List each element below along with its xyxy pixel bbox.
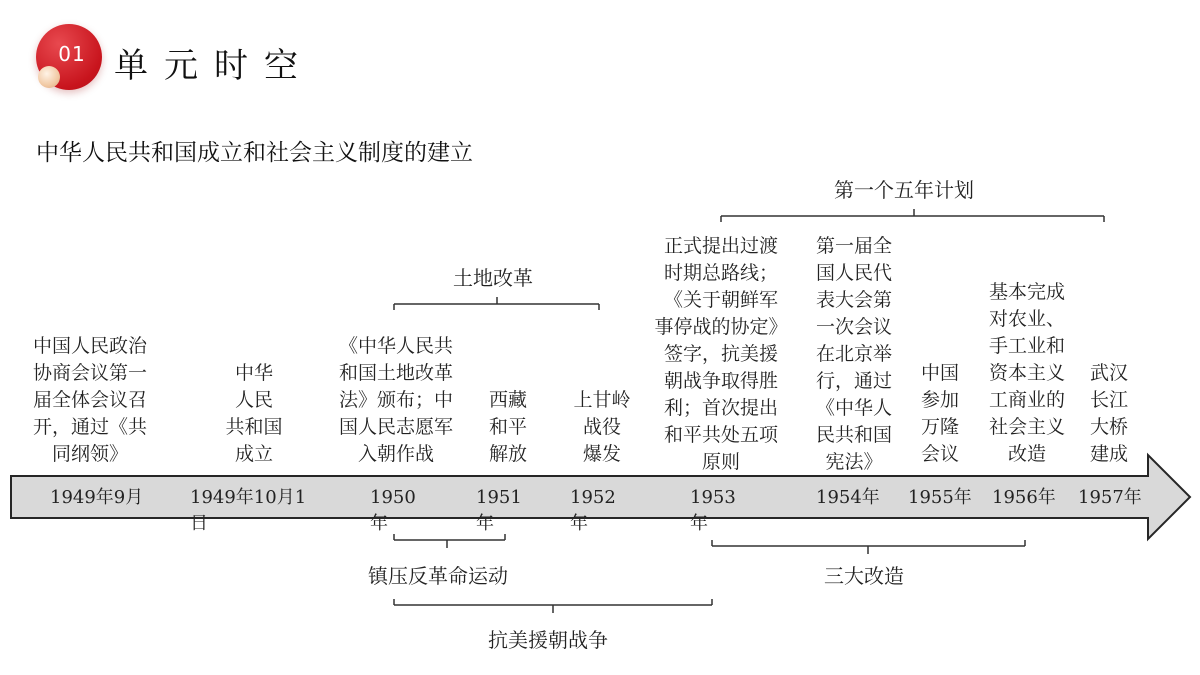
year-label-1949-sep: 1949年9月 xyxy=(50,487,144,508)
year-label-1950: 1950 年 xyxy=(370,487,416,534)
year-label-1952: 1952 年 xyxy=(570,487,616,534)
event-1951: 西藏 和平 解放 xyxy=(488,389,527,465)
year-label-1954: 1954年 xyxy=(816,487,880,508)
event-1954: 第一届全 国人民代 表大会第 一次会议 在北京举 行，通过 《中华人 民共和国 宪法》 xyxy=(815,235,892,473)
event-1953: 正式提出过渡 时期总路线； 《关于朝鲜军 事停战的协定》 签字，抗美援 朝战争取得胜 利；首次提出 和平共处五项 原则 xyxy=(654,235,788,473)
land-reform-bracket xyxy=(394,297,599,310)
page-subtitle: 中华人民共和国成立和社会主义制度的建立 xyxy=(36,140,473,166)
land-reform-label: 土地改革 xyxy=(453,266,533,290)
three-transformations-bracket xyxy=(712,540,1025,554)
section-number: 01 xyxy=(58,42,86,66)
unit-title: 单元时空 xyxy=(114,46,314,86)
year-label-1949-oct: 1949年10月1 日 xyxy=(190,487,307,534)
event-1957: 武汉 长江 大桥 建成 xyxy=(1089,362,1128,465)
event-1949-oct: 中华 人民 共和国 成立 xyxy=(225,362,283,465)
event-1949-sep: 中国人民政治 协商会议第一 届全体会议召 开，通过《共 同纲领》 xyxy=(32,335,147,465)
five-year-plan-label: 第一个五年计划 xyxy=(834,178,974,202)
five-year-plan-bracket xyxy=(721,209,1104,222)
event-1950: 《中华人民共 和国土地改革 法》颁布；中 国人民志愿军 入朝作战 xyxy=(338,335,453,465)
event-1956: 基本完成 对农业、 手工业和 资本主义 工商业的 社会主义 改造 xyxy=(988,281,1065,465)
event-1952: 上甘岭 战役 爆发 xyxy=(573,389,631,465)
resist-us-aid-korea-bracket xyxy=(394,599,712,613)
year-label-1956: 1956年 xyxy=(992,487,1056,508)
three-transformations-label: 三大改造 xyxy=(824,564,904,588)
year-label-1957: 1957年 xyxy=(1078,487,1142,508)
event-1955: 中国 参加 万隆 会议 xyxy=(920,362,959,465)
suppress-counterrevolution-label: 镇压反革命运动 xyxy=(368,564,508,588)
year-label-1953: 1953 年 xyxy=(690,487,736,534)
resist-us-aid-korea-label: 抗美援朝战争 xyxy=(488,628,608,652)
year-label-1951: 1951 年 xyxy=(476,487,522,534)
year-label-1955: 1955年 xyxy=(908,487,972,508)
